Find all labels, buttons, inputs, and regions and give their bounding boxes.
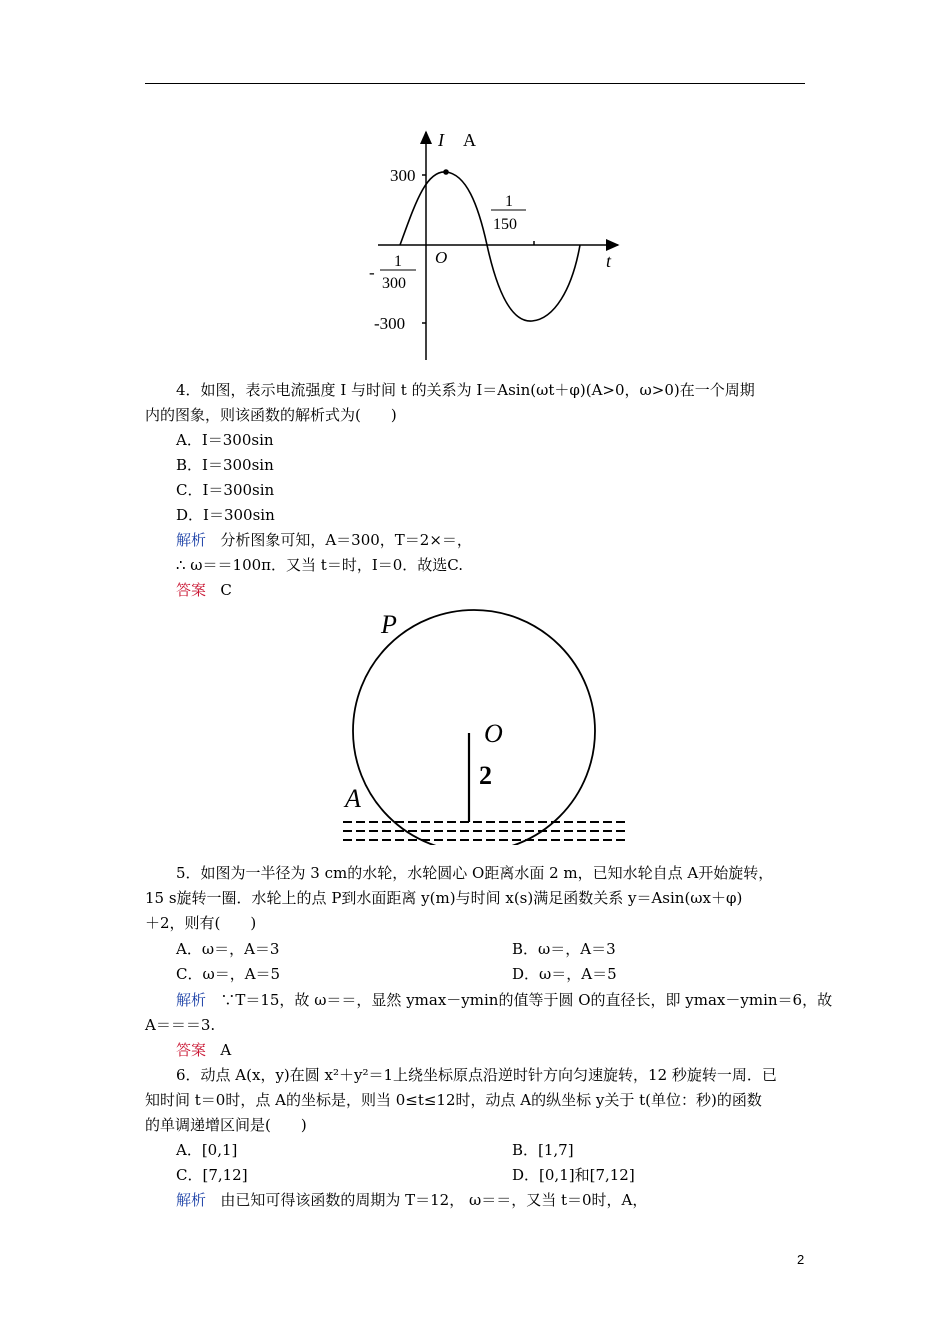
left-frac-den: 300 <box>382 275 406 292</box>
wheel-circle <box>353 610 595 845</box>
y-min-label: -300 <box>374 314 406 333</box>
q4-stem-line1: 4．如图，表示电流强度 I 与时间 t 的关系为 I＝Asin(ωt＋φ)(A>0，ω>0)在一个周期 <box>176 381 755 399</box>
q4-option-d: D．I＝300sin <box>176 506 275 524</box>
q5-answer-line <box>176 1040 231 1060</box>
unit-label: A <box>463 130 476 150</box>
q6-stem-line3: 的单调递增区间是( ) <box>145 1116 307 1134</box>
q4-analysis-line2: ∴ ω＝＝100π．又当 t＝时，I＝0．故选C. <box>176 556 464 574</box>
water-wheel-figure <box>338 600 638 845</box>
q5-option-d: D．ω＝，A＝5 <box>512 965 617 983</box>
q6-stem-line1: 6．动点 A(x，y)在圆 x²＋y²＝1上绕坐标原点沿逆时针方向匀速旋转，12 秒旋转一周．已 <box>176 1066 777 1084</box>
q4-analysis-text1: 分析图象可知，A＝300，T＝2×＝， <box>220 531 472 549</box>
q6-option-a: A．[0,1] <box>176 1141 238 1159</box>
q6-analysis-label: 解析 <box>176 1191 207 1209</box>
header-rule <box>145 83 805 84</box>
q4-option-c: C．I＝300sin <box>176 481 275 499</box>
q5-option-c: C．ω＝，A＝5 <box>176 965 281 983</box>
q4-analysis-line1 <box>176 530 472 550</box>
q5-answer-label: 答案 <box>176 1041 207 1059</box>
left-frac-num: 1 <box>394 253 402 270</box>
sine-curve <box>400 172 580 321</box>
page-number: 2 <box>797 1252 805 1267</box>
y-axis-label: I <box>438 130 444 150</box>
q4-option-b: B．I＝300sin <box>176 456 274 474</box>
q6-analysis-line1 <box>176 1190 647 1210</box>
origin-label: O <box>435 248 448 267</box>
q6-stem-line2: 知时间 t＝0时，点 A的坐标是，则当 0≤t≤12时，动点 A的纵坐标 y关于 t(单位：秒)的函数 <box>145 1091 762 1109</box>
q6-analysis-text1: 由已知可得该函数的周期为 T＝12， ω＝＝，又当 t＝0时，A， <box>220 1191 648 1209</box>
right-frac-num: 1 <box>505 193 513 210</box>
point-a-label: A <box>345 784 361 813</box>
q6-option-c: C．[7,12] <box>176 1166 248 1184</box>
point-p-label: P <box>381 610 397 639</box>
q5-analysis-text1: ∵T＝15，故 ω＝＝，显然 ymax－ymin的值等于圆 O的直径长，即 ymax－ymin＝6，故 <box>220 991 833 1009</box>
x-axis-label: t <box>606 251 612 271</box>
q6-option-b: B．[1,7] <box>512 1141 574 1159</box>
y-max-label: 300 <box>390 166 416 185</box>
q4-answer-value: C <box>220 581 232 599</box>
q5-answer-value: A <box>220 1041 232 1059</box>
sine-graph-figure <box>360 120 630 365</box>
left-frac-sign: - <box>369 263 375 282</box>
q4-answer-line <box>176 580 232 600</box>
max-point-dot <box>443 169 449 175</box>
q4-option-a: A．I＝300sin <box>176 431 274 449</box>
q5-stem-line2: 15 s旋转一圈．水轮上的点 P到水面距离 y(m)与时间 x(s)满足函数关系 y＝Asin(ωx＋φ) <box>145 889 743 907</box>
q5-stem-line1: 5．如图为一半径为 3 cm的水轮，水轮圆心 O距离水面 2 m，已知水轮自点 A开始旋转， <box>176 864 774 882</box>
q5-analysis-line2: A＝＝＝3. <box>145 1016 216 1034</box>
q4-stem-line2: 内的图象，则该函数的解析式为( ) <box>145 406 397 424</box>
center-o-label: O <box>484 719 503 748</box>
q5-analysis-label: 解析 <box>176 991 207 1009</box>
q5-option-a: A．ω＝，A＝3 <box>176 940 280 958</box>
q4-analysis-label: 解析 <box>176 531 207 549</box>
q5-option-b: B．ω＝，A＝3 <box>512 940 616 958</box>
height-2-label: 2 <box>479 761 492 790</box>
right-frac-den: 150 <box>493 216 517 233</box>
q4-answer-label: 答案 <box>176 581 207 599</box>
q5-analysis-line1 <box>176 990 832 1010</box>
q6-option-d: D．[0,1]和[7,12] <box>512 1166 635 1184</box>
q5-stem-line3: ＋2，则有( ) <box>145 914 257 932</box>
